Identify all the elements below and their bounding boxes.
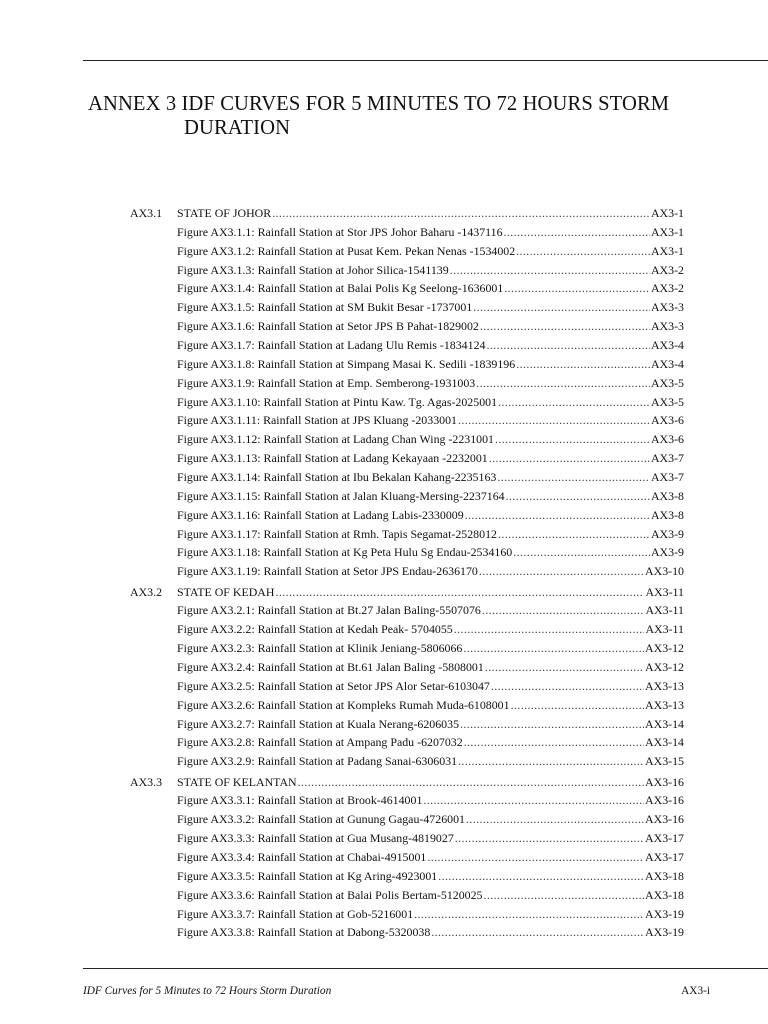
toc-dot-leader — [489, 449, 650, 468]
toc-figure-label: Figure AX3.2.3: Rainfall Station at Klinik Jeniang-5806066 — [177, 641, 463, 656]
toc-figure-label: Figure AX3.1.5: Rainfall Station at SM Bukit Besar -1737001 — [177, 300, 473, 315]
toc-entry — [177, 468, 684, 487]
toc-figure-row[interactable] — [0, 487, 768, 506]
toc-entry — [177, 715, 684, 734]
toc-page-ref: AX3-11 — [645, 603, 684, 618]
toc-entry — [177, 923, 684, 942]
toc-entry — [177, 430, 684, 449]
toc-figure-row[interactable] — [0, 543, 768, 562]
toc-entry — [177, 242, 684, 261]
toc-entry — [177, 204, 684, 223]
toc-dot-leader — [454, 620, 645, 639]
toc-figure-label: Figure AX3.1.15: Rainfall Station at Jalan Kluang-Mersing-2237164 — [177, 488, 505, 503]
toc-dot-leader — [464, 733, 644, 752]
toc-page-ref: AX3-8 — [650, 507, 684, 522]
toc-section-label: STATE OF JOHOR — [177, 206, 272, 220]
toc-figure-row[interactable] — [0, 810, 768, 829]
toc-figure-label: Figure AX3.2.4: Rainfall Station at Bt.61 Jalan Baling -5808001 — [177, 659, 484, 674]
toc-figure-label: Figure AX3.1.10: Rainfall Station at Pintu Kaw. Tg. Agas-2025001 — [177, 394, 498, 409]
toc-page-ref: AX3-1 — [650, 243, 684, 258]
header-rule — [83, 60, 768, 61]
toc-figure-row[interactable] — [0, 317, 768, 336]
page-title — [88, 92, 728, 140]
toc-figure-label: Figure AX3.1.2: Rainfall Station at Pusat Kem. Pekan Nenas -1534002 — [177, 243, 516, 258]
toc-figure-label: Figure AX3.2.9: Rainfall Station at Padang Sanai-6306031 — [177, 754, 458, 769]
toc-dot-leader — [504, 279, 650, 298]
toc-dot-leader — [476, 374, 650, 393]
toc-dot-leader — [463, 639, 644, 658]
toc-section-label: STATE OF KEDAH — [177, 584, 275, 599]
toc-figure-label: Figure AX3.2.7: Rainfall Station at Kuala Nerang-6206035 — [177, 716, 460, 731]
toc-entry — [177, 867, 684, 886]
toc-page-ref: AX3-9 — [650, 545, 684, 560]
toc-entry — [177, 601, 684, 620]
toc-entry — [177, 336, 684, 355]
toc-dot-leader — [458, 752, 644, 771]
toc-entry — [177, 261, 684, 280]
toc-dot-leader — [498, 393, 650, 412]
toc-section-row[interactable] — [0, 204, 768, 223]
toc-page-ref: AX3-12 — [645, 641, 684, 656]
toc-entry — [177, 848, 684, 867]
toc-dot-leader — [504, 223, 650, 242]
toc-figure-row[interactable] — [0, 468, 768, 487]
toc-page-ref: AX3-15 — [645, 754, 684, 769]
toc-figure-label: Figure AX3.2.8: Rainfall Station at Ampang Padu -6207032 — [177, 735, 463, 750]
toc-entry — [177, 298, 684, 317]
toc-dot-leader — [438, 867, 644, 886]
toc-figure-row[interactable] — [0, 905, 768, 924]
page-title-line-2: DURATION — [184, 116, 291, 139]
toc-figure-label: Figure AX3.3.1: Rainfall Station at Brook-4614001 — [177, 793, 423, 808]
toc-figure-row[interactable] — [0, 355, 768, 374]
toc-entry — [177, 905, 684, 924]
toc-dot-leader — [516, 355, 650, 374]
toc-figure-label: Figure AX3.1.9: Rainfall Station at Emp. Semberong-1931003 — [177, 375, 476, 390]
toc-figure-label: Figure AX3.1.3: Rainfall Station at Johor Silica-1541139 — [177, 262, 449, 277]
toc-page-ref: AX3-13 — [645, 697, 684, 712]
toc-dot-leader — [491, 677, 644, 696]
toc-figure-row[interactable] — [0, 620, 768, 639]
toc-dot-leader — [275, 583, 644, 602]
toc-figure-row[interactable] — [0, 411, 768, 430]
toc-entry — [177, 810, 684, 829]
toc-page-ref: AX3-18 — [645, 868, 684, 883]
toc-dot-leader — [498, 525, 650, 544]
toc-figure-label: Figure AX3.3.2: Rainfall Station at Gunung Gagau-4726001 — [177, 812, 465, 827]
toc-section-row[interactable] — [0, 583, 768, 602]
toc-figure-row[interactable] — [0, 886, 768, 905]
toc-page-ref: AX3-14 — [645, 735, 684, 750]
toc-figure-row[interactable] — [0, 601, 768, 620]
toc-dot-leader — [480, 317, 650, 336]
toc-section-label: STATE OF KELANTAN — [177, 774, 297, 789]
toc-dot-leader — [473, 298, 650, 317]
toc-section-code: AX3.1 — [130, 206, 163, 220]
toc-figure-row[interactable] — [0, 336, 768, 355]
toc-entry — [177, 696, 684, 715]
toc-page-ref: AX3-16 — [645, 812, 684, 827]
toc-figure-label: Figure AX3.1.16: Rainfall Station at Ladang Labis-2330009 — [177, 507, 464, 522]
toc-dot-leader — [414, 905, 644, 924]
toc-page-ref: AX3-7 — [650, 469, 684, 484]
toc-figure-row[interactable] — [0, 829, 768, 848]
toc-dot-leader — [495, 430, 650, 449]
toc-figure-label: Figure AX3.3.8: Rainfall Station at Dabong-5320038 — [177, 925, 431, 940]
toc-figure-label: Figure AX3.1.7: Rainfall Station at Ladang Ulu Remis -1834124 — [177, 337, 486, 352]
toc-section-code: AX3.3 — [130, 774, 163, 789]
toc-figure-row[interactable] — [0, 525, 768, 544]
toc-dot-leader — [458, 411, 650, 430]
toc-page-ref: AX3-12 — [645, 659, 684, 674]
toc-page-ref: AX3-14 — [645, 716, 684, 731]
toc-page-ref: AX3-1 — [650, 224, 684, 239]
toc-entry — [177, 658, 684, 677]
toc-page-ref: AX3-17 — [645, 849, 684, 864]
toc-figure-row[interactable] — [0, 867, 768, 886]
toc-figure-label: Figure AX3.3.3: Rainfall Station at Gua Musang-4819027 — [177, 831, 454, 846]
toc-figure-row[interactable] — [0, 715, 768, 734]
toc-entry — [177, 886, 684, 905]
toc-dot-leader — [479, 562, 644, 581]
toc-figure-label: Figure AX3.1.12: Rainfall Station at Ladang Chan Wing -2231001 — [177, 432, 495, 447]
toc-entry — [177, 374, 684, 393]
toc-figure-label: Figure AX3.3.5: Rainfall Station at Kg Aring-4923001 — [177, 868, 438, 883]
toc-entry — [177, 773, 684, 792]
toc-entry — [177, 639, 684, 658]
toc-page-ref: AX3-5 — [650, 394, 684, 409]
toc-entry — [177, 752, 684, 771]
toc-entry — [177, 543, 684, 562]
toc-entry — [177, 620, 684, 639]
toc-figure-row[interactable] — [0, 752, 768, 771]
toc-page-ref: AX3-16 — [645, 774, 684, 789]
toc-dot-leader — [465, 506, 650, 525]
toc-page-ref: AX3-4 — [650, 337, 684, 352]
toc-figure-row[interactable] — [0, 261, 768, 280]
toc-entry — [177, 583, 684, 602]
toc-dot-leader — [427, 848, 644, 867]
toc-section-code: AX3.2 — [130, 584, 163, 599]
toc-figure-row[interactable] — [0, 848, 768, 867]
toc-figure-row[interactable] — [0, 791, 768, 810]
toc-figure-label: Figure AX3.1.6: Rainfall Station at Setor JPS B Pahat-1829002 — [177, 319, 479, 334]
toc-figure-row[interactable] — [0, 923, 768, 942]
toc-figure-row[interactable] — [0, 430, 768, 449]
toc-figure-row[interactable] — [0, 298, 768, 317]
toc-figure-row[interactable] — [0, 562, 768, 581]
toc-figure-row[interactable] — [0, 223, 768, 242]
toc-page-ref: AX3-16 — [645, 793, 684, 808]
toc-dot-leader — [460, 715, 644, 734]
toc-entry — [177, 393, 684, 412]
toc-dot-leader — [455, 829, 644, 848]
toc-entry — [177, 791, 684, 810]
toc-page-ref: AX3-6 — [650, 432, 684, 447]
toc-entry — [177, 677, 684, 696]
toc-entry — [177, 449, 684, 468]
toc-figure-label: Figure AX3.3.6: Rainfall Station at Balai Polis Bertam-5120025 — [177, 887, 483, 902]
toc-page-ref: AX3-9 — [650, 526, 684, 541]
toc-dot-leader — [431, 923, 644, 942]
toc-page-ref: AX3-11 — [645, 622, 684, 637]
toc-figure-row[interactable] — [0, 279, 768, 298]
footer-rule — [83, 968, 768, 969]
toc-dot-leader — [298, 773, 644, 792]
toc-figure-row[interactable] — [0, 733, 768, 752]
toc-page-ref: AX3-17 — [645, 831, 684, 846]
toc-entry — [177, 411, 684, 430]
toc-dot-leader — [423, 791, 644, 810]
toc-page-ref: AX3-5 — [650, 375, 684, 390]
toc-figure-label: Figure AX3.2.1: Rainfall Station at Bt.27 Jalan Baling-5507076 — [177, 603, 481, 618]
toc-dot-leader — [506, 487, 650, 506]
toc-entry — [177, 506, 684, 525]
toc-figure-label: Figure AX3.1.1: Rainfall Station at Stor JPS Johor Baharu -1437116 — [177, 224, 503, 239]
toc-page-ref: AX3-19 — [645, 906, 684, 921]
toc-page-ref: AX3-10 — [645, 564, 684, 579]
toc-page-ref: AX3-2 — [650, 281, 684, 296]
toc-figure-label: Figure AX3.1.13: Rainfall Station at Ladang Kekayaan -2232001 — [177, 451, 488, 465]
toc-figure-row[interactable] — [0, 658, 768, 677]
footer-title: IDF Curves for 5 Minutes to 72 Hours Storm Duration — [83, 985, 332, 997]
toc-dot-leader — [272, 204, 650, 223]
toc-figure-label: Figure AX3.1.8: Rainfall Station at Simpang Masai K. Sedili -1839196 — [177, 356, 516, 371]
toc-dot-leader — [485, 658, 644, 677]
toc-page-ref: AX3-3 — [650, 319, 684, 334]
toc-figure-label: Figure AX3.1.17: Rainfall Station at Rmh. Tapis Segamat-2528012 — [177, 526, 497, 541]
toc-dot-leader — [466, 810, 644, 829]
toc-dot-leader — [497, 468, 650, 487]
toc-page-ref: AX3-13 — [645, 678, 684, 693]
toc-entry — [177, 525, 684, 544]
toc-figure-label: Figure AX3.3.7: Rainfall Station at Gob-5216001 — [177, 906, 414, 921]
toc-dot-leader — [513, 543, 650, 562]
toc-dot-leader — [511, 696, 644, 715]
toc-page-ref: AX3-7 — [650, 451, 684, 465]
toc-page-ref: AX3-3 — [650, 300, 684, 315]
toc-figure-label: Figure AX3.2.6: Rainfall Station at Kompleks Rumah Muda-6108001 — [177, 697, 510, 712]
toc-figure-row[interactable] — [0, 393, 768, 412]
toc-figure-row[interactable] — [0, 696, 768, 715]
toc-page-ref: AX3-19 — [645, 925, 684, 940]
page-title-line-1: ANNEX 3 IDF CURVES FOR 5 MINUTES TO 72 HOURS STORM — [88, 92, 670, 115]
toc-figure-row[interactable] — [0, 506, 768, 525]
toc-figure-label: Figure AX3.1.11: Rainfall Station at JPS Kluang -2033001 — [177, 413, 457, 428]
toc-entry — [177, 733, 684, 752]
toc-figure-label: Figure AX3.2.2: Rainfall Station at Kedah Peak- 5704055 — [177, 622, 453, 637]
toc-figure-label: Figure AX3.2.5: Rainfall Station at Setor JPS Alor Setar-6103047 — [177, 678, 490, 693]
toc-entry — [177, 562, 684, 581]
toc-dot-leader — [516, 242, 650, 261]
toc-entry — [177, 829, 684, 848]
toc-figure-label: Figure AX3.3.4: Rainfall Station at Chabai-4915001 — [177, 849, 427, 864]
toc-entry — [177, 223, 684, 242]
toc-page-ref: AX3-18 — [645, 887, 684, 902]
toc-entry — [177, 355, 684, 374]
toc-figure-row[interactable] — [0, 242, 768, 261]
toc-dot-leader — [484, 886, 645, 905]
toc-figure-label: Figure AX3.1.19: Rainfall Station at Setor JPS Endau-2636170 — [177, 564, 478, 579]
toc-section-row[interactable] — [0, 773, 768, 792]
toc-entry — [177, 279, 684, 298]
toc-dot-leader — [486, 336, 650, 355]
toc-figure-label: Figure AX3.1.14: Rainfall Station at Ibu Bekalan Kahang-2235163 — [177, 469, 497, 484]
toc-page-ref: AX3-11 — [645, 584, 684, 599]
toc-page-ref: AX3-8 — [650, 488, 684, 503]
toc-figure-row[interactable] — [0, 449, 768, 468]
toc-page-ref: AX3-4 — [650, 356, 684, 371]
toc-page-ref: AX3-6 — [650, 413, 684, 428]
toc-figure-row[interactable] — [0, 639, 768, 658]
toc-figure-row[interactable] — [0, 374, 768, 393]
footer-page-number: AX3-i — [681, 985, 710, 997]
toc-dot-leader — [450, 261, 650, 280]
toc-dot-leader — [482, 601, 645, 620]
toc-entry — [177, 317, 684, 336]
toc-figure-label: Figure AX3.1.4: Rainfall Station at Balai Polis Kg Seelong-1636001 — [177, 281, 504, 296]
toc-figure-row[interactable] — [0, 677, 768, 696]
toc-figure-label: Figure AX3.1.18: Rainfall Station at Kg Peta Hulu Sg Endau-2534160 — [177, 545, 513, 560]
toc-entry — [177, 487, 684, 506]
toc-page-ref: AX3-1 — [650, 206, 684, 220]
toc-page-ref: AX3-2 — [650, 262, 684, 277]
